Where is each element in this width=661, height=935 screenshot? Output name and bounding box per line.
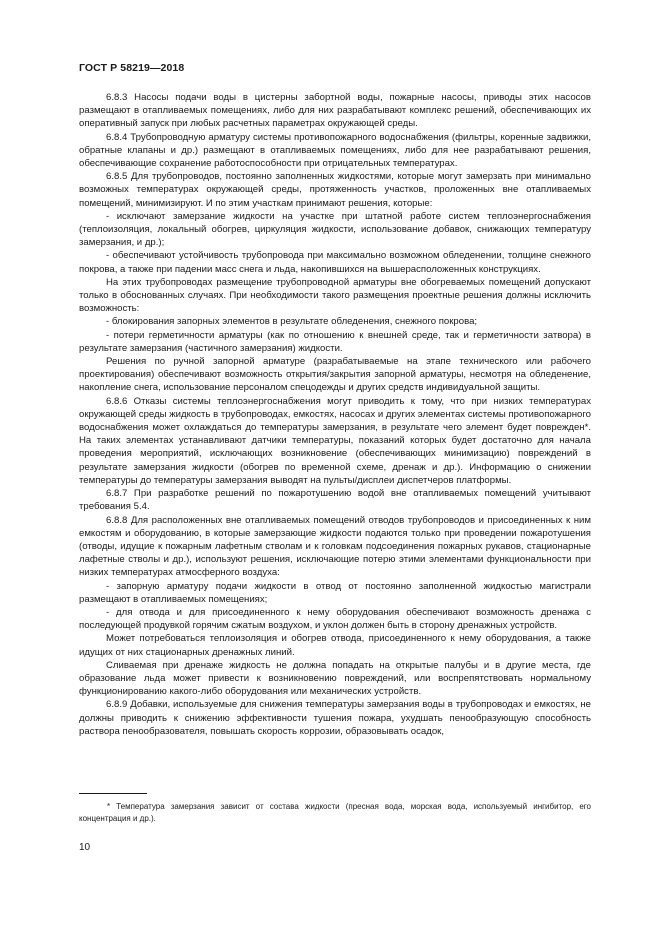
footnote-text: * Температура замерзания зависит от состава жидкости (пресная вода, морская вода, используемый ингибитор, его концентрация и др.). bbox=[79, 802, 591, 823]
list-item: - запорную арматуру подачи жидкости в отвод от постоянно заполненной жидкостью магистрали размещают в отапливаемых помещениях; bbox=[79, 580, 591, 605]
document-body bbox=[79, 91, 591, 738]
document-header: ГОСТ Р 58219—2018 bbox=[79, 62, 185, 74]
list-item: - для отвода и для присоединенного к нему оборудования обеспечивают возможность дренажа с последующей продувкой горячим сжатым воздухом, и уклон должен быть в сторону дренажных устройств. bbox=[79, 606, 591, 632]
paragraph: На этих трубопроводах размещение трубопроводной арматуры вне обогреваемых помещений допускают только в обоснованных случаях. При необходимости такого размещения проектные решения должны исключить возможность: bbox=[79, 276, 591, 315]
footnote-divider bbox=[79, 793, 147, 794]
list-item: - обеспечивают устойчивость трубопровода при максимально возможном обледенении, толщине снежного покрова, а также при падении масс снега и льда, накопившихся на вышерасположенных конструкциях. bbox=[79, 250, 591, 275]
list-item: - блокирования запорных элементов в результате обледенения, снежного покрова; bbox=[106, 316, 478, 328]
paragraph: 6.8.8 Для расположенных вне отапливаемых помещений отводов трубопроводов и присоединенных к ним емкостям и оборудованию, в которые замерзающие жидкости подаются только при проведении пожаротушения (отводы, идущие к пожарным лафетным стволам и к головкам подсоединения пожарных рукавов, стационарные лафетные стволы и др.), используют решения, исключающие потерю этими элементами функциональности при низких температурах атмосферного воздуха: bbox=[79, 514, 591, 579]
footnote bbox=[79, 801, 591, 824]
paragraph: 6.8.5 Для трубопроводов, постоянно заполненных жидкостями, которые могут замерзать при минимально возможных температурах окружающей среды, протяженность участков, проложенных вне отапливаемых помещений, минимизируют. И по этим участкам принимают решения, которые: bbox=[79, 171, 591, 209]
list-item: - исключают замерзание жидкости на участке при штатной работе систем теплоэнергоснабжения (теплоизоляция, локальный обогрев, циркуляция жидкости, использование добавок, снижающих температуру замерзания, и др.); bbox=[79, 210, 591, 249]
paragraph: Сливаемая при дренаже жидкость не должна попадать на открытые палубы и в другие места, где образование льда может привести к возникновению повреждений, или воспрепятствовать нормальному функционированию какого-либо оборудования или механических устройств. bbox=[79, 659, 591, 698]
page-number: 10 bbox=[79, 842, 91, 853]
paragraph: 6.8.6 Отказы системы теплоэнергоснабжения могут приводить к тому, что при низких температурах окружающей среды жидкость в трубопроводах, емкостях, насосах и других элементах системы противопожарного водоснабжения может охлаждаться до температуры замерзания, в результате чего элемент будет поврежден*. На таких элементах устанавливают датчики температуры, показаний которых будет достаточно для начала проведения мероприятий, исключающих возникновение (обеспечивающих минимизацию) повреждений в результате замерзания жидкости (обогрев по временной схеме, дренаж и др.). Информацию о снижении температуры до температуры замерзания выводят на пульты/дисплеи диспетчеров платформы. bbox=[79, 395, 591, 486]
paragraph: 6.8.7 При разработке решений по пожаротушению водой вне отапливаемых помещений учитывают требования 5.4. bbox=[79, 488, 591, 513]
paragraph: 6.8.9 Добавки, используемые для снижения температуры замерзания воды в трубопроводах и емкостях, не должны приводить к снижению эффективности тушения пожара, ухудшать пенообразующую способность раствора пенообразователя, повышать скорость коррозии, образовывать осадок, bbox=[79, 699, 591, 737]
list-item: - потери герметичности арматуры (как по отношению к внешней среде, так и герметичности затвора) в результате замерзания (частичного замерзания) жидкости. bbox=[79, 329, 591, 354]
paragraph: 6.8.4 Трубопроводную арматуру системы противопожарного водоснабжения (фильтры, коренные задвижки, обратные клапаны и др.) размещают в отапливаемых помещениях, либо для нее разрабатывают решения, обеспечивающие сохранение работоспособности при отрицательных температурах. bbox=[79, 131, 591, 170]
paragraph: 6.8.3 Насосы подачи воды в цистерны забортной воды, пожарные насосы, приводы этих насосов размещают в отапливаемых помещениях, либо для них разрабатывают комплекс решений, обеспечивающих их оперативный запуск при любых расчетных параметрах окружающей среды. bbox=[79, 92, 591, 130]
paragraph: Решения по ручной запорной арматуре (разрабатываемые на этапе технического или рабочего проектирования) обеспечивают возможность открытия/закрытия запорной арматуры, несмотря на обледенение, накопление снега, использование персоналом спецодежды и других средств индивидуальной защиты. bbox=[79, 356, 591, 394]
paragraph: Может потребоваться теплоизоляция и обогрев отвода, присоединенного к нему оборудования, а также идущих от них стационарных дренажных линий. bbox=[79, 633, 591, 658]
